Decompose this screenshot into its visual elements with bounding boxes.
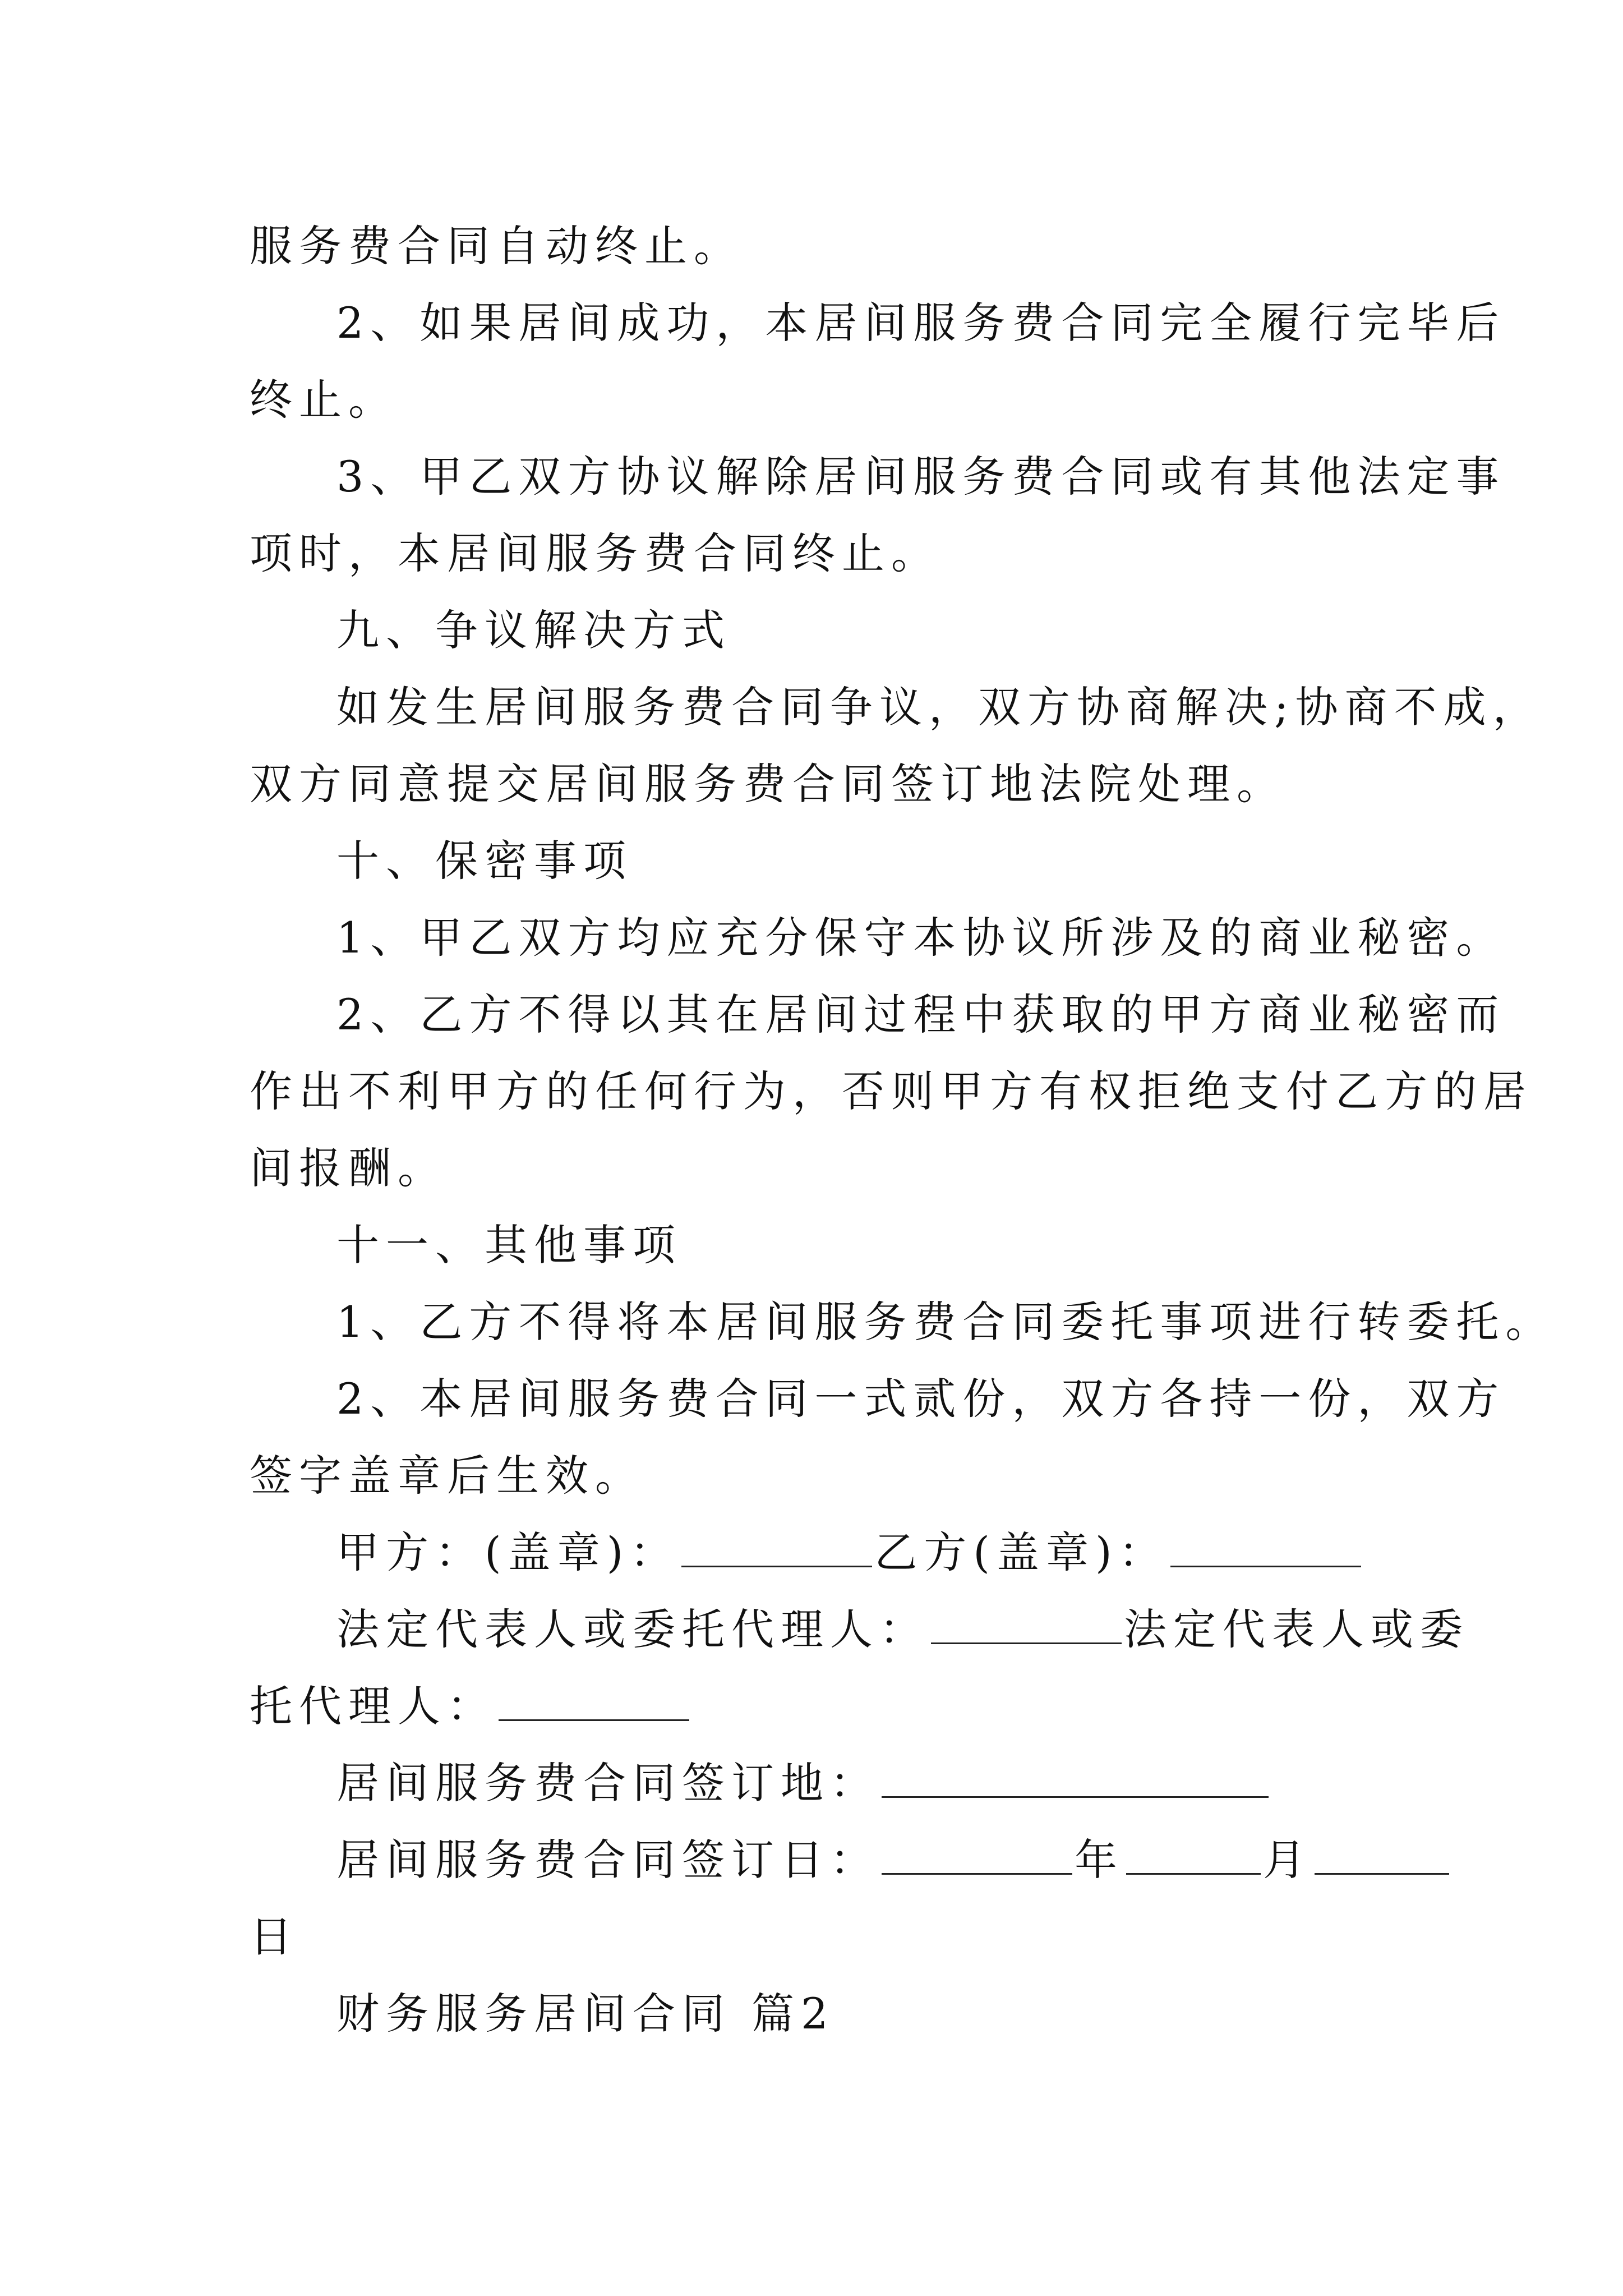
rep-b-label-cont: 托代理人： [250,1681,496,1731]
paragraph-line: 如发生居间服务费合同争议，双方协商解决;协商不成， [336,682,1542,732]
paragraph-line: 间报酬。 [250,1143,447,1193]
document-body [250,208,1555,2052]
party-a-label: 甲方：(盖章)： [336,1527,680,1577]
signing-place-label: 居间服务费合同签订地： [336,1758,879,1808]
signing-place-blank[interactable] [882,1763,1269,1798]
section-heading: 十一、其他事项 [336,1220,682,1270]
rep-b-blank[interactable] [499,1686,689,1721]
paragraph-line: 签字盖章后生效。 [250,1451,644,1501]
day-blank[interactable] [1315,1839,1449,1875]
paragraph-line: 作出不利甲方的任何行为，否则甲方有权拒绝支付乙方的居 [250,1066,1533,1116]
rep-b-label: 法定代表人或委 [1124,1604,1469,1654]
paragraph-line: 3、甲乙双方协议解除居间服务费合同或有其他法定事 [336,452,1506,501]
paragraph-line: 2、乙方不得以其在居间过程中获取的甲方商业秘密而 [336,990,1506,1039]
next-section-heading: 财务服务居间合同 篇2 [336,1989,835,2039]
paragraph-line: 2、如果居间成功，本居间服务费合同完全履行完毕后 [336,298,1506,348]
month-blank[interactable] [1126,1839,1261,1875]
month-label: 月 [1263,1835,1312,1885]
day-label: 日 [250,1912,299,1962]
rep-a-blank[interactable] [931,1609,1122,1644]
party-b-label: 乙方(盖章)： [874,1527,1168,1577]
day-line [250,1898,1388,1975]
signing-date-line [250,1821,1388,1898]
paragraph-line: 1、乙方不得将本居间服务费合同委托事项进行转委托。 [336,1297,1555,1347]
rep-a-label: 法定代表人或委托代理人： [336,1604,929,1654]
section-heading: 十、保密事项 [336,836,633,886]
signing-date-label: 居间服务费合同签订日： [336,1835,879,1885]
paragraph-line: 双方同意提交居间服务费合同签订地法院处理。 [250,759,1286,809]
signature-parties-line [250,1514,1388,1591]
year-blank[interactable] [882,1839,1072,1875]
paragraph-line: 2、本居间服务费合同一式贰份，双方各持一份，双方 [336,1374,1506,1424]
party-b-blank[interactable] [1170,1532,1361,1567]
paragraph-line: 服务费合同自动终止。 [250,221,743,271]
section-heading: 九、争议解决方式 [336,605,731,655]
paragraph-line: 项时，本居间服务费合同终止。 [250,528,940,578]
paragraph-line: 终止。 [250,375,398,425]
paragraph-line: 1、甲乙双方均应充分保守本协议所涉及的商业秘密。 [336,913,1506,963]
party-a-blank[interactable] [681,1532,872,1567]
signature-representative-line [250,1591,1469,1668]
signing-place-line [250,1745,1388,1821]
signature-representative-line-cont [250,1668,1388,1745]
year-label: 年 [1075,1835,1124,1885]
